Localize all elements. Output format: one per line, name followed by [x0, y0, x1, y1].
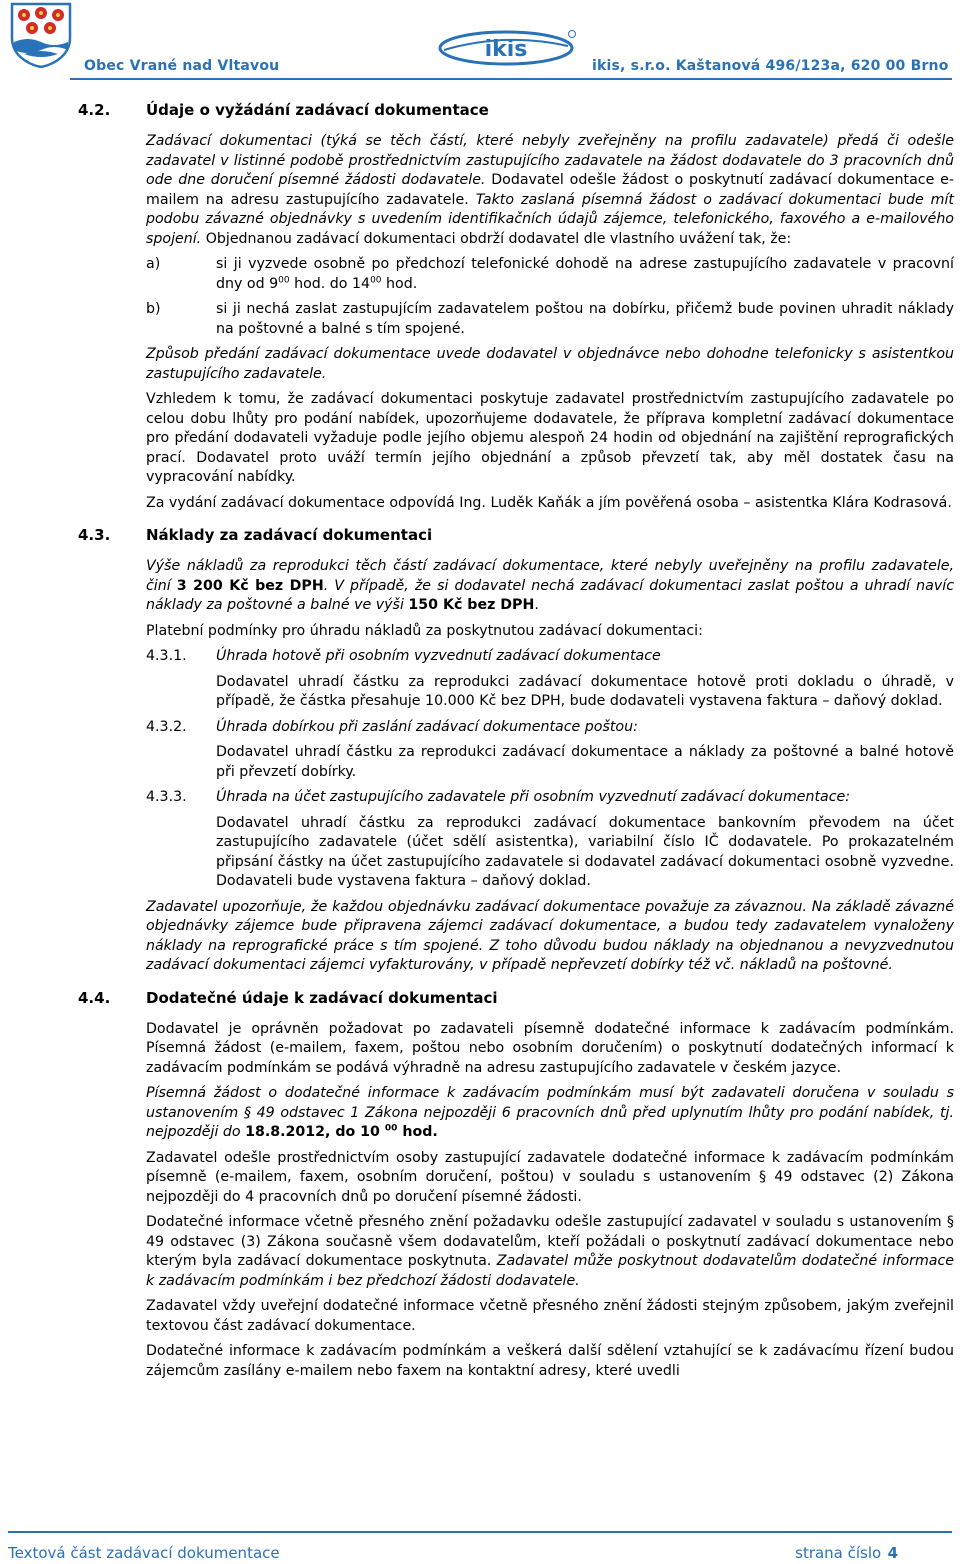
ikis-logo-icon: [436, 28, 576, 68]
paragraph: Zadavatel upozorňuje, že každou objednávku zadávací dokumentace považuje za závaznou. Na základě závazné objednávky zájemce bude připravena zájemci zadávací dokumentace, a budou tedy zadavatelem vynaloženy náklady na reprografické práce s tím spojené. Z toho důvodu budou náklady na objednanou a nevyzvednutou zadávací dokumentaci zájemci vyfakturovány, v případě nepřevzetí dobírky též vč. nákladů na poštovné.: [146, 898, 954, 973]
paragraph: Zadavatel odešle prostřednictvím osoby zastupující zadavatele dodatečné informace k zadávacím podmínkám písemně (e-mailem, faxem, osobním doručení, poštou) v souladu s ustanovením § 49 odstavec (2) Zákona nejpozději do 4 pracovních dnů po doručení písemné žádosti.: [146, 1149, 954, 1205]
page-header: [0, 0, 960, 82]
company-address: ikis, s.r.o. Kaštanová 496/123a, 620 00 Brno: [592, 58, 949, 74]
section-title: Náklady za zadávací dokumentaci: [146, 526, 433, 544]
header-divider: [70, 78, 952, 80]
subsection-4-3-3: 4.3.3. Úhrada na účet zastupujícího zadavatele při osobním vyzvednutí zadávací dokumentace: Dodavatel uhradí částku za reprodukci zadávací dokumentace bankovním převodem na účet zastupujícího zadavatele (účet sdělí asistentka), variabilní číslo IČ dodavatele. Po prokazatelném připsání částky na účet zastupujícího zadavatele si dodavatel zadávací dokumentaci osobně vyzvedne. Dodavateli bude vystavena faktura – daňový doklad.: [146, 789, 954, 889]
section-number: 4.4.: [78, 988, 111, 1007]
paragraph: Způsob předání zadávací dokumentace uvede dodavatel v objednávce nebo dohodne telefonicky s asistentkou zastupujícího zadavatele.: [146, 346, 954, 382]
organization-name: Obec Vrané nad Vltavou: [84, 58, 280, 74]
section-heading-4-3: [78, 525, 954, 545]
section-heading-4-4: [78, 988, 954, 1008]
document-body: [78, 100, 954, 1381]
paragraph: Dodatečné informace k zadávacím podmínkám a veškerá další sdělení vztahující se k zadávacímu řízení budou zájemcům zasílány e-mailem nebo faxem na kontaktní adresy, které uvedli: [146, 1343, 954, 1379]
footer-page-label: strana číslo: [795, 1544, 886, 1562]
paragraph: Za vydání zadávací dokumentace odpovídá Ing. Luděk Kaňák a jím pověřená osoba – asistentka Klára Kodrasová.: [146, 494, 952, 511]
footer-divider: [8, 1531, 952, 1533]
list-item: a) si ji vyzvede osobně po předchozí telefonické dohodě na adrese zastupujícího zadavatele v pracovní dny od $9^{00}$ hod. do $14^{00}$ hod.: [146, 256, 954, 292]
section-number: 4.3.: [78, 526, 111, 544]
footer-document-title: Textová část zadávací dokumentace: [8, 1544, 280, 1562]
paragraph: Výše nákladů za reprodukci těch částí zadávací dokumentace, které nebyly uveřejněny na profilu zadavatele, činí 3 200 Kč bez DPH. V případě, že si dodavatel nechá zadávací dokumentaci zaslat poštou a uhradí navíc náklady za poštovné a balné ve výši 150 Kč bez DPH.: [146, 558, 955, 613]
paragraph: Písemná žádost o dodatečné informace k zadávacím podmínkám musí být zadavateli doručena v souladu s ustanovením § 49 odstavec 1 Zákona nejpozději 6 pracovních dnů před uplynutím lhůty pro podání nabídek, tj. nejpozději do 18.8.2012, do 10 $^{00}$ hod.: [146, 1085, 954, 1140]
section-number: 4.2.: [78, 101, 111, 119]
footer-page-number: 4: [887, 1544, 898, 1562]
paragraph: Zadavatel vždy uveřejní dodatečné informace včetně přesného znění žádosti stejným způsobem, jakým zveřejnil textovou část zadávací dokumentace.: [146, 1298, 954, 1334]
subsection-4-3-2: 4.3.2. Úhrada dobírkou při zaslání zadávací dokumentace poštou: Dodavatel uhradí částku za reprodukci zadávací dokumentace a náklady za poštovné a balné hotově při převzetí dobírky.: [146, 718, 954, 780]
paragraph: Platební podmínky pro úhradu nákladů za poskytnutou zadávací dokumentaci:: [146, 622, 703, 639]
municipal-crest-icon: [10, 2, 72, 68]
paragraph: Dodavatel je oprávněn požadovat po zadavateli písemně dodatečné informace k zadávacím podmínkám. Písemná žádost (e-mailem, faxem, poštou nebo osobním doručením) o poskytnutí dodatečných informací k zadávacím podmínkám se podává výhradně na adresu zastupujícího zadavatele v českém jazyce.: [146, 1020, 954, 1076]
section-title: Dodatečné údaje k zadávací dokumentaci: [146, 988, 498, 1007]
section-heading-4-2: [78, 100, 954, 120]
logo-text: ikis: [484, 37, 528, 62]
section-title: Údaje o vyžádání zadávací dokumentace: [146, 101, 489, 119]
paragraph: Dodatečné informace včetně přesného znění požadavku odešle zastupující zadavatel v souladu s ustanovením § 49 odstavec (3) Zákona současně všem dodavatelům, kteří požádali o poskytnutí zadávací dokumentace nebo kterým byla zadávací dokumentace poskytnuta. Zadavatel může poskytnout dodavatelům dodatečné informace k zadávacím podmínkám i bez předchozí žádosti dodavatele.: [146, 1214, 954, 1289]
paragraph: Vzhledem k tomu, že zadávací dokumentaci poskytuje zadavatel prostřednictvím zastupujícího zadavatele po celou dobu lhůty pro podání nabídek, upozorňujeme dodavatele, že příprava kompletní zadávací dokumentace pro předání dodavateli vyžaduje podle jejího objemu alespoň 24 hodin od objednání na zajištění reprografických prací. Dodavatel proto uváží termín jejího objednání a způsob převzetí tak, aby měl dostatek času na vypracování nabídky.: [146, 391, 954, 485]
list-item: b) si ji nechá zaslat zastupujícím zadavatelem poštou na dobírku, přičemž bude povinen uhradit náklady na poštovné a balné s tím spojené.: [146, 301, 954, 337]
subsection-4-3-1: 4.3.1. Úhrada hotově při osobním vyzvednutí zadávací dokumentace Dodavatel uhradí částku za reprodukci zadávací dokumentace hotově proti dokladu o úhradě, v případě, že částka přesahuje 10.000 Kč bez DPH, bude dodavateli vystavena faktura – daňový doklad.: [146, 648, 954, 709]
paragraph: Zadávací dokumentaci (týká se těch částí, které nebyly zveřejněny na profilu zadavatele) předá či odešle zadavatel v listinné podobě prostřednictvím zastupujícího zadavatele na žádost dodavatele do 3 pracovních dnů ode dne doručení písemné žádosti dodavatele. Dodavatel odešle žádost o poskytnutí zadávací dokumentace e-mailem na adresu zastupujícího zadavatele. Takto zaslaná písemná žádost o zadávací dokumentaci bude mít podobu závazné objednávky s uvedením identifikačních údajů zájemce, telefonického, faxového a e-mailového spojení. Objednanou zadávací dokumentaci obdrží dodavatel dle vlastního uvážení tak, že:: [146, 133, 954, 247]
